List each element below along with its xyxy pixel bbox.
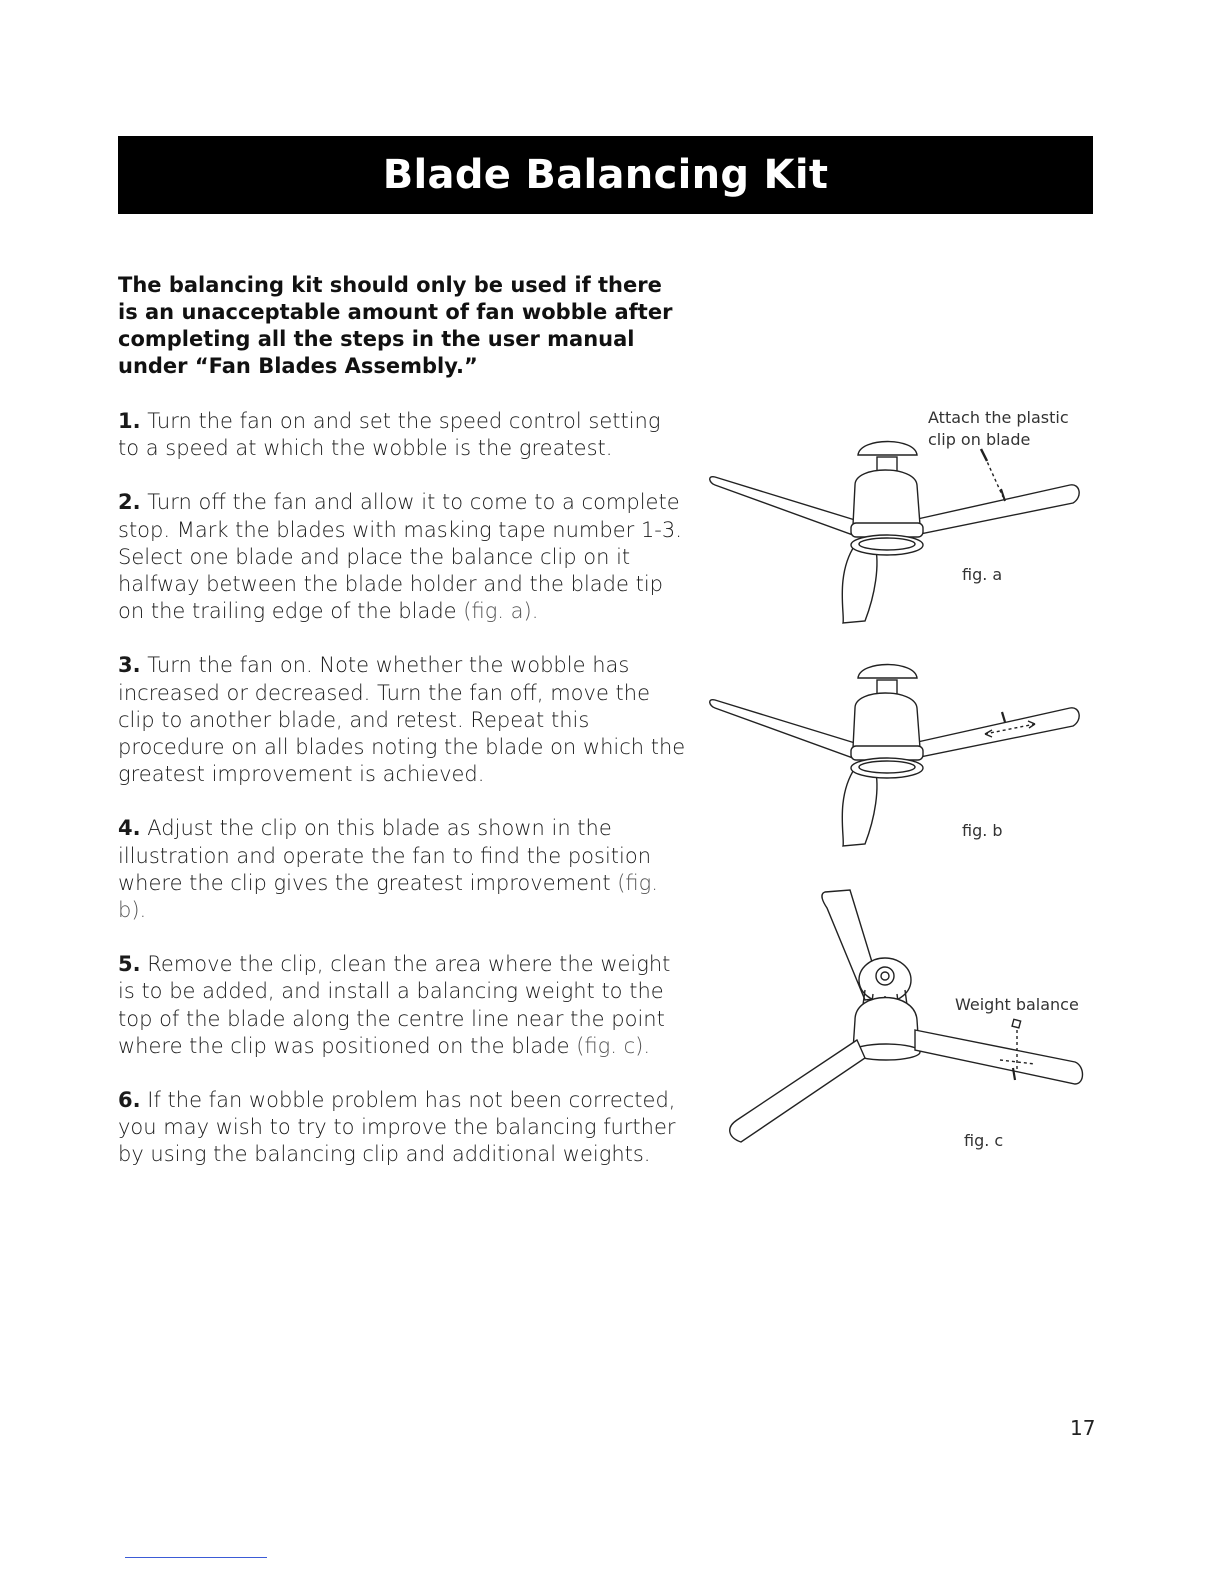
step-number: 4. <box>118 816 141 841</box>
ceiling-fan-illustration-a <box>705 435 1085 630</box>
figure-b-label: fig. b <box>962 821 1003 840</box>
step-text: Remove the clip, clean the area where the weight is to be added, and install a balancing weight to the top of the blade along the centre line near the point where the clip was positioned on the blade <box>118 952 671 1058</box>
figure-c-label: fig. c <box>964 1131 1004 1150</box>
figure-a <box>705 435 1085 630</box>
step-number: 3. <box>118 653 141 678</box>
steps-list <box>118 408 688 1196</box>
step-5 <box>118 951 688 1060</box>
step-number: 1. <box>118 409 141 433</box>
intro-paragraph: The balancing kit should only be used if there is an unacceptable amount of fan wobble after completing all the steps in the user manual under “Fan Blades Assembly.” <box>118 273 673 378</box>
figure-reference: (fig. c). <box>576 1033 651 1058</box>
figure-c-callout: Weight balance <box>955 995 1079 1014</box>
ceiling-fan-illustration-b <box>705 658 1085 853</box>
step-4 <box>118 815 688 924</box>
figure-a-label: fig. a <box>962 565 1003 584</box>
step-number: 6. <box>118 1088 141 1113</box>
step-text: Turn the fan on and set the speed control setting to a speed at which the wobble is the greatest. <box>118 409 661 461</box>
figure-a-callout: Attach the plastic clip on blade <box>928 408 1069 449</box>
figure-reference: (fig. a). <box>463 599 539 624</box>
step-1 <box>118 408 688 462</box>
title-bar <box>118 136 1093 214</box>
step-text: Turn off the fan and allow it to come to a complete stop. Mark the blades with masking tape number 1-3. Select one blade and place the balance clip on it halfway between the blade holder and the blade tip on the trailing edge of the blade <box>118 490 682 624</box>
page-title: Blade Balancing Kit <box>382 152 829 198</box>
step-text: Turn the fan on. Note whether the wobble has increased or decreased. Turn the fan off, move the clip to another blade, and retest. Repeat this procedure on all blades noting the blade on which the greatest improvement is achieved. <box>118 653 686 787</box>
step-text: If the fan wobble problem has not been corrected, you may wish to try to improve the balancing further by using the balancing clip and additional weights. <box>118 1088 676 1167</box>
bottom-divider <box>125 1557 267 1558</box>
figure-reference: (fig. b). <box>118 870 658 923</box>
step-number: 5. <box>118 952 141 977</box>
figure-b <box>705 658 1085 853</box>
step-3 <box>118 652 688 788</box>
step-number: 2. <box>118 490 141 515</box>
step-2 <box>118 489 688 625</box>
page-number: 17 <box>1070 1416 1096 1440</box>
step-text: Adjust the clip on this blade as shown in the illustration and operate the fan to find the position where the clip gives the greatest improvement <box>118 816 652 895</box>
step-6 <box>118 1087 688 1169</box>
